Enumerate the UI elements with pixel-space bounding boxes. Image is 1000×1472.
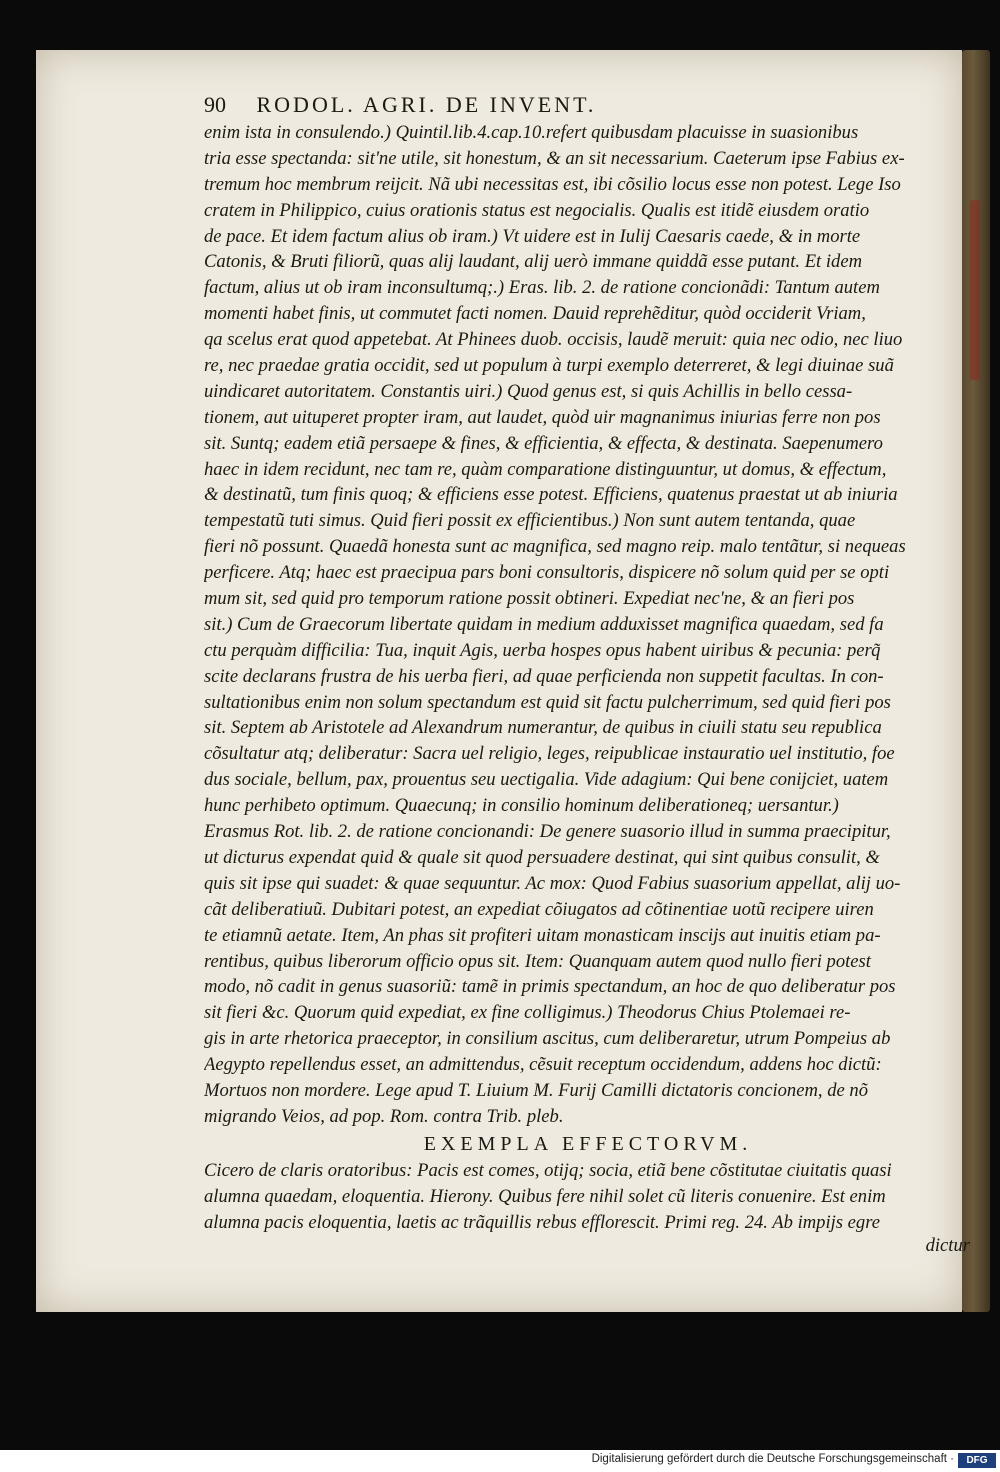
text-line: Mortuos non mordere. Lege apud T. Liuium M. Furij Camilli dictatoris concionem, de nõ: [204, 1079, 868, 1101]
body-text-continued: [204, 1158, 972, 1236]
running-title: RODOL. AGRI. DE INVENT.: [256, 92, 597, 117]
text-line: tria esse spectanda: sit'ne utile, sit honestum, & an sit necessarium. Caeterum ipse Fabius ex-: [204, 147, 905, 169]
text-block: [204, 92, 972, 1257]
book-page: [36, 50, 970, 1312]
text-line: fieri nõ possunt. Quaedã honesta sunt ac magnifica, sed magno reip. malo tentãtur, si nequeas: [204, 536, 906, 558]
text-line: scite declarans frustra de his uerba fieri, ad quae perficienda non suppetit facultas. In con-: [204, 665, 884, 687]
text-line: cõsultatur atq; deliberatur: Sacra uel religio, leges, reipublicae instauratio uel institutio, foe: [204, 743, 895, 765]
text-line: re, nec praedae gratia occidit, sed ut populum à turpi exemplo deterreret, & legi diuinae suã: [204, 355, 894, 377]
text-line: alumna quaedam, eloquentia. Hierony. Quibus fere nihil solet cũ literis conuenire. Est enim: [204, 1185, 886, 1207]
text-line: dus sociale, bellum, pax, prouentus seu uectigalia. Vide adagium: Qui bene conijciet, uatem: [204, 769, 889, 791]
text-line: de pace. Et idem factum alius ob iram.) Vt uidere est in Iulij Caesaris caede, & in morte: [204, 225, 861, 247]
text-line: migrando Veios, ad pop. Rom. contra Trib. pleb.: [204, 1105, 564, 1127]
text-line: uindicaret autoritatem. Constantis uiri.) Quod genus est, si quis Achillis in bello cessa-: [204, 380, 853, 402]
text-line: tremum hoc membrum reijcit. Nã ubi necessitas est, ibi cõsilio locus esse non potest. Lege Iso: [204, 173, 901, 195]
text-line: & destinatũ, tum finis quoq; & efficiens esse potest. Efficiens, quatenus praestat ut ab iniuria: [204, 484, 898, 506]
text-line: Cicero de claris oratoribus: Pacis est comes, otijq; socia, etiã bene cõstitutae ciuitatis quasi: [204, 1159, 892, 1181]
text-line: sit. Suntq; eadem etiã persaepe & fines, & efficientia, & effecta, & destinata. Saepenumero: [204, 432, 883, 454]
dfg-logo-icon: DFG: [958, 1453, 996, 1468]
text-line: tionem, aut uituperet propter iram, aut laudet, quòd uir magnanimus iniurias ferre non pos: [204, 406, 881, 428]
running-header: [204, 92, 972, 118]
text-line: haec in idem recidunt, nec tam re, quàm comparatione distinguuntur, ut domus, & effectum,: [204, 458, 887, 480]
text-line: cãt deliberatiuũ. Dubitari potest, an expediat cõiugatos ad cõtinentiae uotũ recipere uiren: [204, 898, 874, 920]
catchword: dictur: [925, 1235, 970, 1257]
footer-credit: Digitalisierung gefördert durch die Deutsche Forschungsgemeinschaft ·: [591, 1453, 954, 1465]
text-line: enim ista in consulendo.) Quintil.lib.4.cap.10.refert quibusdam placuisse in suasionibus: [204, 122, 859, 143]
text-line: rentibus, quibus liberorum officio opus sit. Item: Quanquam autem quod nullo fieri potest: [204, 950, 871, 972]
text-line: sit fieri &c. Quorum quid expediat, ex fine colligimus.) Theodorus Chius Ptolemaei re-: [204, 1002, 851, 1024]
text-line: sit. Septem ab Aristotele ad Alexandrum numerantur, de quibus in ciuili statu seu republica: [204, 717, 882, 739]
text-line: quis sit ipse qui suadet: & quae sequuntur. Ac mox: Quod Fabius suasorium appellat, alij uo-: [204, 872, 901, 894]
text-line: hunc perhibeto optimum. Quaecunq; in consilio hominum deliberationeq; uersantur.): [204, 795, 839, 817]
text-line: perficere. Atq; haec est praecipua pars boni consultoris, dispicere nõ solum quid per se opti: [204, 562, 890, 584]
text-line: sultationibus enim non solum spectandum est quid sit factu pulcherrimum, sed quid fieri pos: [204, 691, 891, 713]
text-line: qa scelus erat quod appetebat. At Phinees duob. occisis, laudẽ meruit: quia nec odio, nec liuo: [204, 329, 903, 351]
text-line: alumna pacis eloquentia, laetis ac trãquillis rebus efflorescit. Primi reg. 24. Ab impijs egre: [204, 1211, 881, 1233]
text-line: Aegypto repellendus esset, an admittendus, cẽsuit receptum occidendum, addens hoc dictũ:: [204, 1054, 882, 1076]
text-line: sit.) Cum de Graecorum libertate quidam in medium adduxisset magnifica quaedam, sed fa: [204, 613, 884, 635]
text-line: factum, alius ut ob iram inconsultumq;.) Eras. lib. 2. de ratione concionãdi: Tantum autem: [204, 277, 880, 299]
text-line: gis in arte rhetorica praeceptor, in consilium ascitus, cum deliberaretur, utrum Pompeius ab: [204, 1028, 891, 1050]
text-line: Catonis, & Bruti filiorũ, quas alij laudant, alij uerò immane quiddã esse putant. Et idem: [204, 251, 863, 273]
text-line: momenti habet finis, ut commutet facti nomen. Dauid reprehẽditur, quòd occiderit Vriam,: [204, 303, 866, 325]
text-line: Erasmus Rot. lib. 2. de ratione concionandi: De genere suasorio illud in summa praecipitur,: [204, 821, 891, 843]
page-number: 90: [204, 92, 226, 117]
text-line: te etiamnũ aetate. Item, An phas sit profiteri uitam monasticam inscijs aut inuitis etiam pa-: [204, 924, 881, 946]
text-line: cratem in Philippico, cuius orationis status est negocialis. Qualis est itidẽ eiusdem oratio: [204, 199, 870, 221]
body-text: [204, 120, 972, 1130]
text-line: tempestatũ tuti simus. Quid fieri possit ex efficientibus.) Non sunt autem tentanda, quae: [204, 510, 856, 532]
text-line: mum sit, sed quid pro temporum ratione possit obtineri. Expediat nec'ne, & an fieri pos: [204, 588, 855, 610]
text-line: ut dicturus expendat quid & quale sit quod persuadere destinat, qui sint quibus consulit, &: [204, 846, 880, 868]
section-heading: EXEMPLA EFFECTORVM.: [423, 1132, 753, 1155]
footer-bar: [0, 1450, 1000, 1472]
text-line: modo, nõ cadit in genus suasoriũ: tamẽ in primis spectandum, an hoc de quo deliberatur pos: [204, 976, 896, 998]
text-line: ctu perquàm difficilia: Tua, inquit Agis, uerba hospes opus habent uiribus & pecunia: perq̃: [204, 639, 881, 661]
